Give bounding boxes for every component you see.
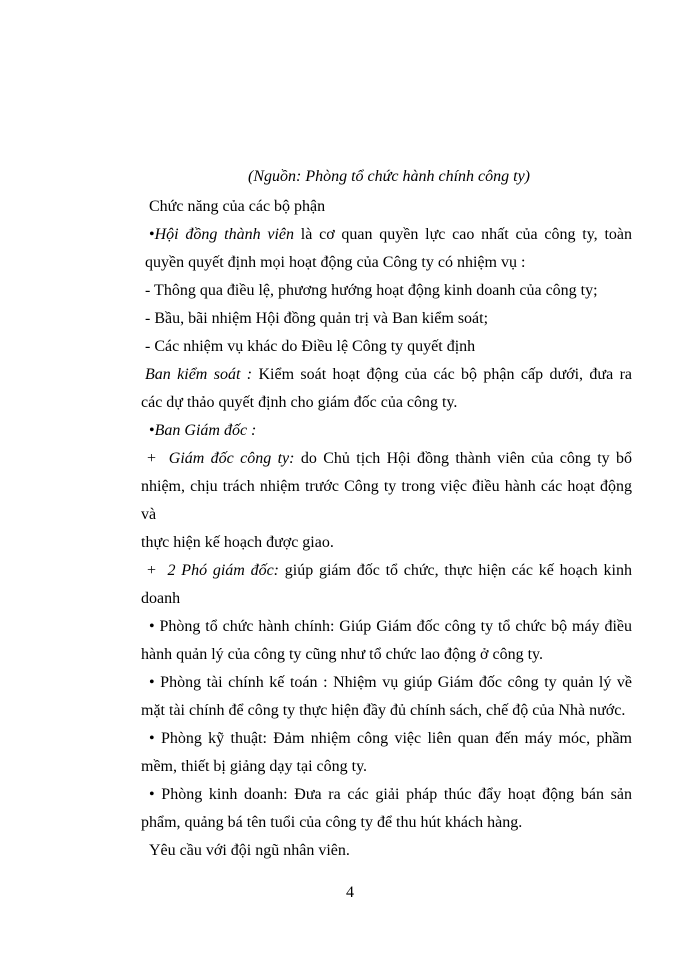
pgd-line-1 [147,557,632,585]
kd-line-1: • Phòng kinh doanh: Đưa ra các giải pháp thúc đẩy hoạt động bán sản [149,786,632,803]
gd-title: Giám đốc công ty: [168,450,295,467]
plus-marker: + [147,562,157,579]
bks-line-1-text: Kiểm soát hoạt động của các bộ phận cấp dưới, đưa ra [252,366,632,383]
hdtv-duty-3: - Các nhiệm vụ khác do Điều lệ Công ty quyết định [145,338,476,355]
gd-line-1 [147,445,632,473]
hdtv-duty-1: - Thông qua điều lệ, phương hướng hoạt động kinh doanh của công ty; [145,282,598,299]
hdtv-line-1 [145,221,632,249]
pgd-title: 2 Phó giám đốc: [167,562,280,579]
document-body [141,193,633,865]
kt-line-2: mềm, thiết bị giảng dạy tại công ty. [141,758,368,775]
hdtv-title: Hội đồng thành viên [154,226,295,243]
hdtv-duty-2: - Bầu, bãi nhiệm Hội đồng quản trị và Ban kiểm soát; [145,310,489,327]
bks-title: Ban kiểm soát : [145,366,253,383]
tchc-line-2: hành quản lý của công ty cũng như tổ chức lao động ở công ty. [141,646,544,663]
bks-line-2: các dự thảo quyết định cho giám đốc của công ty. [141,394,458,411]
bgd-title: Ban Giám đốc : [154,422,257,439]
gd-line-2: nhiệm, chịu trách nhiệm trước Công ty trong việc điều hành các hoạt động và [141,478,632,523]
tchc-line-1: • Phòng tổ chức hành chính: Giúp Giám đốc công ty tổ chức bộ máy điều [149,618,632,635]
bgd-heading [145,417,632,445]
pgd-line-2: doanh [141,590,181,607]
heading-staff-requirements: Yêu cầu với đội ngũ nhân viên. [149,842,350,859]
pgd-line-1-text: giúp giám đốc tổ chức, thực hiện các kế hoạch kinh [279,562,632,579]
bullet: • [149,226,155,243]
gd-line-3: thực hiện kế hoạch được giao. [141,534,334,551]
bks-line-1 [145,361,632,389]
bullet: • [149,422,155,439]
kd-line-2: phẩm, quảng bá tên tuổi của công ty để thu hút khách hàng. [141,814,523,831]
hdtv-line-1-text: là cơ quan quyền lực cao nhất của công ty, toàn [294,226,633,243]
tckt-line-2: mặt tài chính để công ty thực hiện đầy đủ chính sách, chế độ của Nhà nước. [141,702,626,719]
hdtv-line-2: quyền quyết định mọi hoạt động của Công ty có nhiệm vụ : [145,254,526,271]
page-number: 4 [346,884,354,901]
tckt-line-1: • Phòng tài chính kế toán : Nhiệm vụ giúp Giám đốc công ty quản lý về [149,674,632,691]
plus-marker: + [147,450,157,467]
heading-department-functions: Chức năng của các bộ phận [149,198,326,215]
source-caption: (Nguồn: Phòng tổ chức hành chính công ty) [248,168,530,185]
kt-line-1: • Phòng kỹ thuật: Đảm nhiệm công việc liên quan đến máy móc, phầm [149,730,632,747]
gd-line-1-text: do Chủ tịch Hội đồng thành viên của công ty bổ [294,450,633,467]
